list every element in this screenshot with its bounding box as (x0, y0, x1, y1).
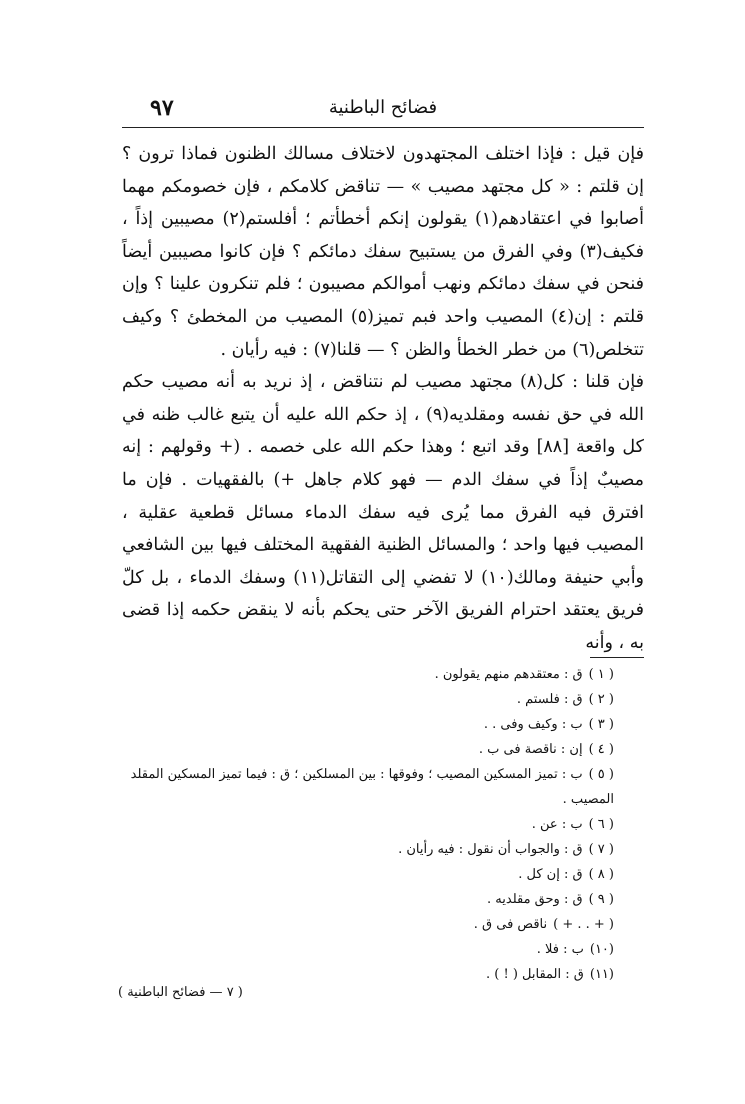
footnote (122, 712, 644, 737)
footnote-text: ب : وكيف وفى . . (483, 717, 583, 732)
footnote (122, 937, 644, 962)
footnote-number: ( ٢ ) (588, 692, 614, 707)
footnote-number: ( ٦ ) (588, 817, 614, 832)
footnote-number: ( ٤ ) (588, 742, 614, 757)
footnote-text: ق : إن كل . (518, 867, 583, 882)
footnote-text: ق : معتقدهم منهم يقولون . (434, 667, 583, 682)
footnote-number: ( ٧ ) (588, 842, 614, 857)
footnote-number: ( ١ ) (588, 667, 614, 682)
footnote-number: ( + . . + ) (553, 917, 614, 932)
footnote (122, 687, 644, 712)
footnote-text: ق : فلستم . (516, 692, 583, 707)
footnote (122, 812, 644, 837)
page-header (122, 93, 644, 128)
footnote (122, 737, 644, 762)
footnote (122, 962, 644, 987)
footnote (122, 762, 644, 812)
footnote-number: ( ٥ ) (588, 767, 614, 782)
footnote-text: ب : فلا . (536, 942, 584, 957)
running-title: فضائح الباطنية (328, 97, 438, 118)
footnote-text: ق : وحق مقلديه . (487, 892, 583, 907)
footnote-text: ق : المقابل ( ! ) . (486, 967, 584, 982)
page-number: ٩٧ (150, 95, 174, 121)
footnote-number: ( ٨ ) (588, 867, 614, 882)
footnote (122, 862, 644, 887)
footnote-divider (590, 657, 644, 658)
footnote-text: إن : ناقصة فى ب . (478, 742, 583, 757)
footnote-number: (١١) (589, 967, 614, 982)
footnote-text: ق : والجواب أن نقول : فيه رأيان . (398, 842, 583, 857)
footnote-text: ب : عن . (531, 817, 583, 832)
footnote (122, 662, 644, 687)
main-text (122, 138, 644, 660)
footnote-number: ( ٩ ) (588, 892, 614, 907)
footnote-number: (١٠) (589, 942, 614, 957)
footnote (122, 837, 644, 862)
footnote (122, 912, 644, 937)
paragraph: فإن قلنا : كل(٨) مجتهد مصيب لم نتناقض ، إذ نريد به أنه مصيب حكم الله في حق نفسه ومقلديه(٩) ، إذ حكم الله عليه أن يتبع غالب ظنه في كل واقعة [٨٨] وقد اتبع ؛ وهذا حكم الله على خصمه . (+ وقولهم : إنه مصيبٌ إذاً في سفك الدم — فهو كلام جاهل +) بالفقهيات . فإن ما افترق فيه الفرق مما يُرى فيه سفك الدماء مسائل قطعية عقلية ، المصيب فيها واحد ؛ والمسائل الظنية الفقهية المختلف فيها بين الشافعي وأبي حنيفة ومالك(١٠) لا تفضي إلى التقاتل(١١) وسفك الدماء ، بل كلّ فريق يعتقد احترام الفريق الآخر حتى يحكم بأنه لا ينقض حكمه إذا قضى به ، وأنه (122, 372, 645, 653)
signature-mark: ( ٧ — فضائح الباطنية ) (118, 985, 243, 1000)
footnote (122, 887, 644, 912)
footnote-text: ب : تميز المسكين المصيب ؛ وفوقها : بين المسلكين ؛ ق : فيما تميز المسكين المقلد المصيب . (130, 767, 614, 807)
footnote-number: ( ٣ ) (588, 717, 614, 732)
paragraph: فإن قيل : فإذا اختلف المجتهدون لاختلاف مسالك الظنون فماذا ترون ؟ إن قلتم : « كل مجتهد مصيب » — تناقض كلامكم ، فإن خصومكم مهما أصابوا في اعتقادهم(١) يقولون إنكم أخطأتم ؛ أفلستم(٢) مصيبين إذاً ، فكيف(٣) وفي الفرق من يستبيح سفك دمائكم ؟ فإن كانوا مصيبين أيضاً فنحن في سفك دمائكم ونهب أموالكم مصيبون ؛ فلم تنكرون علينا ؟ وإن قلتم : إن(٤) المصيب واحد فبم تميز(٥) المصيب من المخطئ ؟ وكيف تتخلص(٦) من خطر الخطأ والظن ؟ — قلنا(٧) : فيه رأيان . (122, 144, 644, 360)
footnote-text: ناقص فى ق . (473, 917, 548, 932)
footnotes (122, 662, 644, 987)
